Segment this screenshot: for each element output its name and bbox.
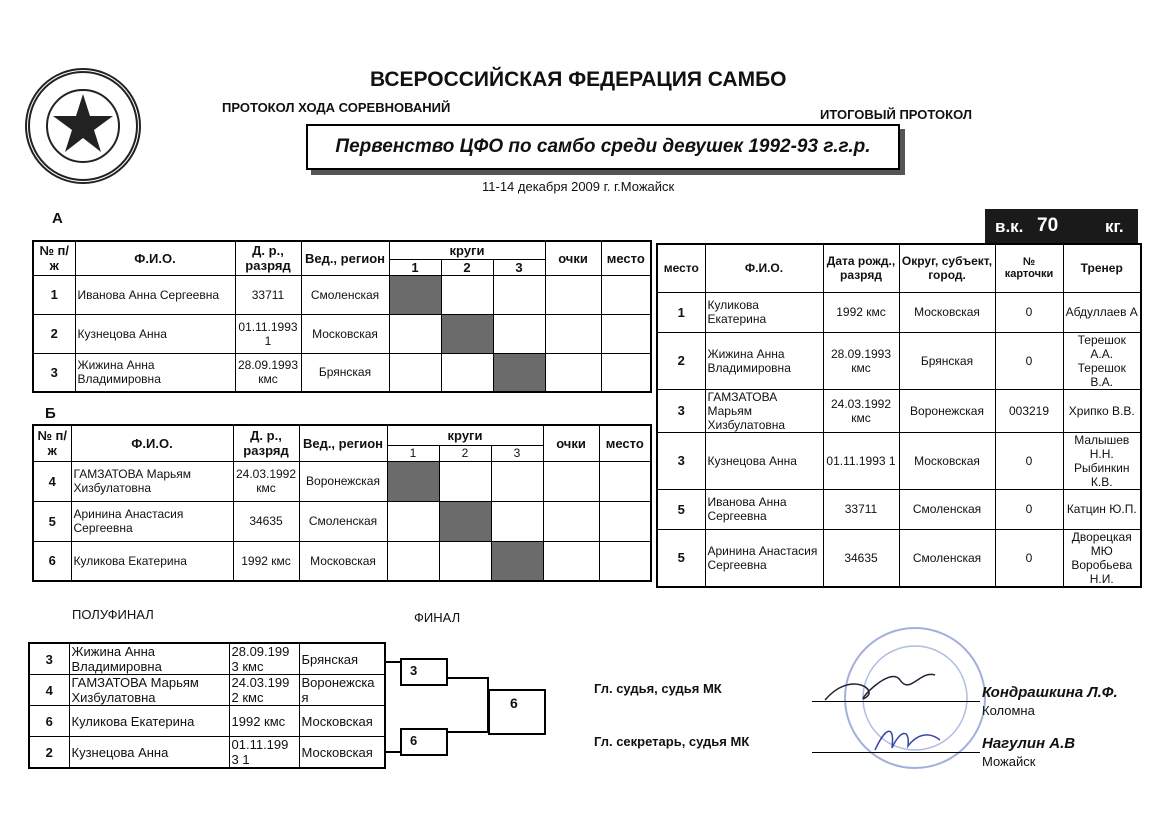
row-dob: 1992 кмс (823, 292, 899, 332)
table-row (657, 332, 1141, 389)
round-cell (387, 541, 439, 581)
row-num: 4 (29, 675, 69, 706)
row-name: Жижина Анна Владимировна (705, 332, 823, 389)
row-name: Кузнецова Анна (69, 737, 229, 769)
col-num: № п/ж (33, 425, 71, 461)
col-dob: Дата рожд., разряд (823, 244, 899, 292)
col-round-2: 2 (441, 259, 493, 275)
weight-value: 70 (1037, 215, 1059, 236)
sf2-winner: 6 (410, 733, 418, 748)
row-region: Московская (301, 314, 389, 353)
round-cell (491, 501, 543, 541)
row-region: Смоленская (299, 501, 387, 541)
pool-a-table (32, 240, 652, 393)
round-cell (389, 314, 441, 353)
row-name: Жижина Анна Владимировна (69, 643, 229, 675)
row-region: Смоленская (899, 529, 995, 587)
row-name: Кузнецова Анна (705, 432, 823, 489)
row-name: ГАМЗАТОВА Марьям Хизбулатовна (71, 461, 233, 501)
row-name: ГАМЗАТОВА Марьям Хизбулатовна (705, 389, 823, 432)
row-coach: Дворецкая МЮ Воробьева Н.И. (1063, 529, 1141, 587)
col-rounds: круги (389, 241, 545, 259)
table-row (33, 501, 651, 541)
row-dob: 33711 (823, 489, 899, 529)
col-round-1: 1 (387, 445, 439, 461)
row-region: Брянская (299, 643, 385, 675)
col-name: Ф.И.О. (75, 241, 235, 275)
row-num: 3 (33, 353, 75, 392)
table-row (33, 541, 651, 581)
pool-a-label: А (52, 210, 63, 227)
row-name: Куликова Екатерина (705, 292, 823, 332)
row-dob: 1992 кмс (233, 541, 299, 581)
secretary-signature-icon (870, 718, 950, 758)
row-region: Воронежская (899, 389, 995, 432)
row-num: 4 (33, 461, 71, 501)
col-region: Вед., регион (301, 241, 389, 275)
row-dob: 24.03.1992 кмс (823, 389, 899, 432)
row-place: 3 (657, 389, 705, 432)
round-cell (441, 275, 493, 314)
row-region: Московская (299, 706, 385, 737)
judge-signature-icon (820, 660, 940, 710)
star-emblem-icon (27, 70, 139, 182)
protocol-right-label: ИТОГОВЫЙ ПРОТОКОЛ (820, 107, 972, 122)
place-cell (599, 501, 651, 541)
row-place: 2 (657, 332, 705, 389)
row-num: 6 (29, 706, 69, 737)
shaded-cell (387, 461, 439, 501)
col-place: место (601, 241, 651, 275)
row-card: 0 (995, 332, 1063, 389)
shaded-cell (389, 275, 441, 314)
table-row (33, 353, 651, 392)
place-cell (601, 275, 651, 314)
row-dob: 28.09.1993 кмс (235, 353, 301, 392)
row-name: Иванова Анна Сергеевна (75, 275, 235, 314)
row-region: Воронежска я (299, 675, 385, 706)
row-card: 0 (995, 489, 1063, 529)
event-title: Первенство ЦФО по самбо среди девушек 1992-93 г.г.р. (335, 136, 871, 157)
row-dob: 34635 (233, 501, 299, 541)
shaded-cell (491, 541, 543, 581)
row-dob: 33711 (235, 275, 301, 314)
points-cell (543, 501, 599, 541)
points-cell (545, 275, 601, 314)
row-num: 2 (33, 314, 75, 353)
col-round-2: 2 (439, 445, 491, 461)
row-name: Иванова Анна Сергеевна (705, 489, 823, 529)
table-row (29, 737, 385, 769)
col-name: Ф.И.О. (705, 244, 823, 292)
row-region: Брянская (301, 353, 389, 392)
final-label: ФИНАЛ (414, 610, 461, 625)
points-cell (545, 314, 601, 353)
secretary-city: Можайск (982, 754, 1036, 769)
sf2-winner-box (400, 728, 448, 756)
row-card: 0 (995, 292, 1063, 332)
table-row (657, 529, 1141, 587)
row-region: Московская (299, 737, 385, 769)
dates-place: 11-14 декабря 2009 г. г.Можайск (482, 179, 675, 194)
weight-unit: кг. (1105, 217, 1124, 236)
row-card: 0 (995, 529, 1063, 587)
weight-prefix: в.к. (995, 217, 1024, 236)
col-round-3: 3 (493, 259, 545, 275)
table-row (29, 643, 385, 675)
event-title-box (306, 124, 900, 170)
row-coach: Малышев Н.Н. Рыбинкин К.В. (1063, 432, 1141, 489)
row-coach: Катцин Ю.П. (1063, 489, 1141, 529)
round-cell (439, 541, 491, 581)
sf1-winner-box (400, 658, 448, 686)
row-place: 5 (657, 489, 705, 529)
row-dob: 34635 (823, 529, 899, 587)
weight-class-box (985, 209, 1138, 243)
row-dob: 01.11.1993 1 (235, 314, 301, 353)
federation-logo (25, 68, 141, 184)
row-dob: 24.03.199 2 кмс (229, 675, 299, 706)
table-row (33, 461, 651, 501)
place-cell (599, 461, 651, 501)
row-name: Жижина Анна Владимировна (75, 353, 235, 392)
shaded-cell (493, 353, 545, 392)
place-cell (599, 541, 651, 581)
row-name: Кузнецова Анна (75, 314, 235, 353)
table-row (657, 292, 1141, 332)
row-num: 6 (33, 541, 71, 581)
final-winner-box (488, 689, 546, 735)
row-place: 5 (657, 529, 705, 587)
round-cell (493, 275, 545, 314)
points-cell (543, 541, 599, 581)
points-cell (543, 461, 599, 501)
row-card: 003219 (995, 389, 1063, 432)
row-place: 3 (657, 432, 705, 489)
row-name: Куликова Екатерина (71, 541, 233, 581)
row-coach: Терешок А.А. Терешок В.А. (1063, 332, 1141, 389)
round-cell (439, 461, 491, 501)
secretary-name: Нагулин А.В (982, 735, 1076, 752)
points-cell (545, 353, 601, 392)
col-dob: Д. р., разряд (235, 241, 301, 275)
federation-title: ВСЕРОССИЙСКАЯ ФЕДЕРАЦИЯ САМБО (370, 68, 787, 91)
row-name: Куликова Екатерина (69, 706, 229, 737)
pool-b-label: Б (45, 405, 56, 422)
row-name: ГАМЗАТОВА Марьям Хизбулатовна (69, 675, 229, 706)
col-name: Ф.И.О. (71, 425, 233, 461)
semifinal-table (28, 642, 386, 769)
row-num: 3 (29, 643, 69, 675)
shaded-cell (439, 501, 491, 541)
table-row (33, 314, 651, 353)
row-dob: 28.09.1993 кмс (823, 332, 899, 389)
col-round-3: 3 (491, 445, 543, 461)
sf1-winner: 3 (410, 663, 418, 678)
row-region: Московская (899, 432, 995, 489)
round-cell (441, 353, 493, 392)
table-row (33, 275, 651, 314)
row-dob: 01.11.199 3 1 (229, 737, 299, 769)
final-results-table (656, 243, 1142, 588)
judge-city: Коломна (982, 703, 1035, 718)
round-cell (493, 314, 545, 353)
judge-title: Гл. судья, судья МК (594, 681, 722, 696)
col-num: № п/ж (33, 241, 75, 275)
row-place: 1 (657, 292, 705, 332)
table-row (657, 489, 1141, 529)
col-coach: Тренер (1063, 244, 1141, 292)
secretary-title: Гл. секретарь, судья МК (594, 734, 750, 749)
row-region: Брянская (899, 332, 995, 389)
col-region: Округ, субъект, город. (899, 244, 995, 292)
row-region: Московская (899, 292, 995, 332)
col-points: очки (545, 241, 601, 275)
final-winner: 6 (510, 695, 518, 711)
col-place: место (657, 244, 705, 292)
row-dob: 28.09.199 3 кмс (229, 643, 299, 675)
row-name: Аринина Анастасия Сергеевна (71, 501, 233, 541)
row-dob: 01.11.1993 1 (823, 432, 899, 489)
judge-name: Кондрашкина Л.Ф. (982, 684, 1118, 701)
row-card: 0 (995, 432, 1063, 489)
row-dob: 1992 кмс (229, 706, 299, 737)
shaded-cell (441, 314, 493, 353)
row-dob: 24.03.1992 кмс (233, 461, 299, 501)
row-num: 2 (29, 737, 69, 769)
protocol-left-label: ПРОТОКОЛ ХОДА СОРЕВНОВАНИЙ (222, 100, 451, 115)
col-points: очки (543, 425, 599, 461)
row-region: Московская (299, 541, 387, 581)
row-region: Воронежская (299, 461, 387, 501)
round-cell (389, 353, 441, 392)
col-dob: Д. р., разряд (233, 425, 299, 461)
col-rounds: круги (387, 425, 543, 445)
table-row (29, 706, 385, 737)
round-cell (387, 501, 439, 541)
col-round-1: 1 (389, 259, 441, 275)
semifinal-label: ПОЛУФИНАЛ (72, 607, 154, 622)
col-card: № карточки (995, 244, 1063, 292)
row-num: 5 (33, 501, 71, 541)
pool-b-table (32, 424, 652, 582)
place-cell (601, 314, 651, 353)
table-row (29, 675, 385, 706)
col-place: место (599, 425, 651, 461)
place-cell (601, 353, 651, 392)
col-region: Вед., регион (299, 425, 387, 461)
row-region: Смоленская (899, 489, 995, 529)
row-num: 1 (33, 275, 75, 314)
row-region: Смоленская (301, 275, 389, 314)
table-row (657, 432, 1141, 489)
row-name: Аринина Анастасия Сергеевна (705, 529, 823, 587)
row-coach: Абдуллаев А (1063, 292, 1141, 332)
row-coach: Хрипко В.В. (1063, 389, 1141, 432)
table-row (657, 389, 1141, 432)
round-cell (491, 461, 543, 501)
